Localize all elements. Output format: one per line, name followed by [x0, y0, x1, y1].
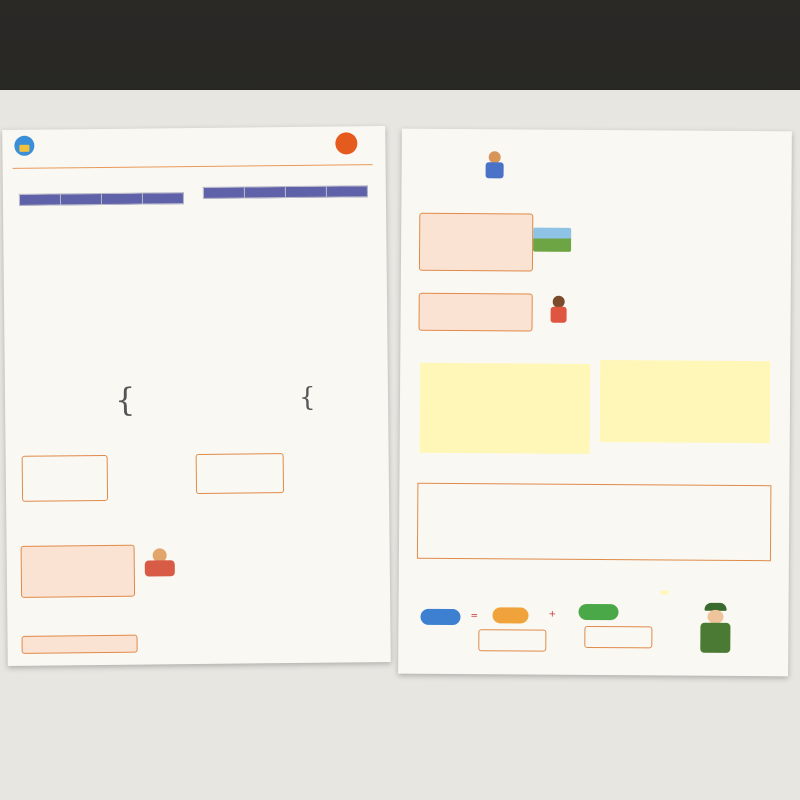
title-underline: [13, 164, 373, 169]
left-page: [2, 126, 391, 666]
col-chu-cai: [244, 187, 285, 198]
col-tieng: [142, 193, 183, 204]
col-stt: [203, 187, 244, 198]
col-ten-chu-cai: [285, 186, 326, 197]
col-ten-chu-cai: [101, 193, 142, 204]
plus-sign: +: [548, 609, 557, 620]
grade-badge: [335, 132, 357, 154]
word-class-table: [417, 483, 772, 561]
iv-box: [418, 293, 532, 332]
left-brace: {: [114, 380, 136, 419]
right-letters: [219, 389, 304, 410]
col-chu-cai: [60, 193, 101, 204]
equals-sign: =: [470, 611, 479, 622]
example-box: [661, 590, 669, 594]
cloud-ai-la-gi: [420, 609, 460, 625]
boy-dog-illustration: [484, 151, 508, 179]
quiz-logo: [14, 136, 34, 156]
soldier-illustration: [698, 603, 732, 657]
girl-illustration: [549, 296, 571, 324]
right-page: [398, 129, 792, 677]
alphabet-table-left: [19, 192, 184, 206]
col-tieng: [326, 186, 367, 197]
answer-box-2: [584, 626, 652, 648]
alphabet-table-right: [203, 185, 368, 199]
boy-reading-illustration: [145, 548, 175, 578]
tlv-i-box: [21, 545, 136, 598]
tlv-ii-box: [22, 635, 138, 654]
right-brace: {: [298, 382, 316, 413]
col-stt: [19, 194, 60, 205]
landscape-illustration: [533, 228, 571, 252]
cloud-ai: [492, 607, 528, 623]
iii-box: [419, 213, 533, 272]
cloud-la-gi: [578, 604, 618, 620]
v-box2: [600, 360, 771, 443]
logo-book-icon: [19, 145, 29, 152]
viet-hoa-box-foreign: [22, 455, 108, 502]
answer-box-1: [478, 629, 546, 651]
viet-hoa-box-native: [196, 453, 284, 494]
left-letters: [31, 391, 116, 412]
v-box1: [420, 363, 591, 454]
v-sub1: [424, 345, 574, 346]
dau-thanh-grid: [20, 314, 370, 354]
